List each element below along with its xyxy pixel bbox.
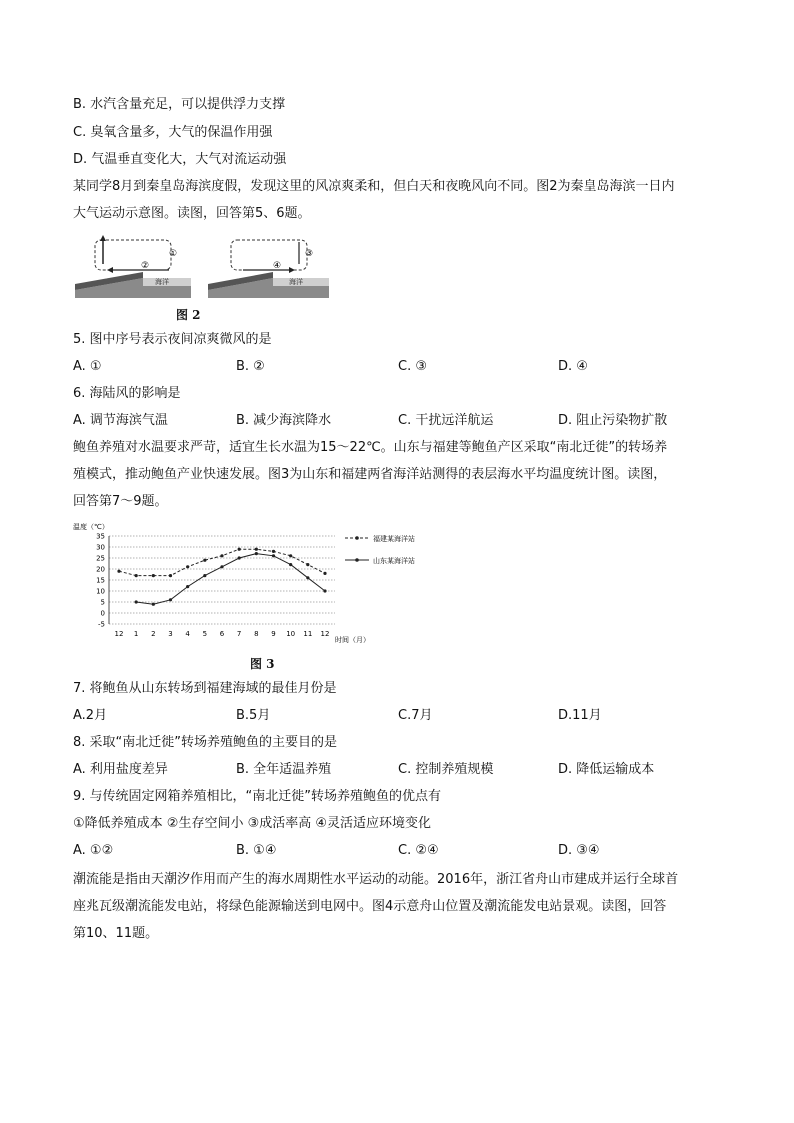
option-d: D. 气温垂直变化大，大气对流运动强 xyxy=(73,152,287,167)
x-tick-label: 6 xyxy=(219,630,225,638)
question-8-options xyxy=(73,761,733,779)
data-point xyxy=(186,585,189,588)
q5-option-c[interactable]: C. ③ xyxy=(398,359,427,374)
q9-option-b[interactable]: B. ①④ xyxy=(236,843,277,858)
q5-option-d[interactable]: D. ④ xyxy=(558,359,588,374)
data-point xyxy=(238,548,241,551)
question-9-items: ①降低养殖成本 ②生存空间小 ③成活率高 ④灵活适应环境变化 xyxy=(73,816,432,831)
legend-marker-fujian xyxy=(355,536,359,540)
data-point xyxy=(255,548,258,551)
data-point xyxy=(152,574,155,577)
question-7-options xyxy=(73,707,733,725)
q5-option-b[interactable]: B. ② xyxy=(236,359,265,374)
intro-paragraph-2: 鲍鱼养殖对水温要求严苛，适宜生长水温为15～22℃。山东与福建等鲍鱼产区采取“南北迁徙”的转场养 xyxy=(73,440,668,455)
option-c: C. 臭氧含量多，大气的保温作用强 xyxy=(73,125,273,140)
x-tick-label: 9 xyxy=(271,630,276,638)
figure-3-caption: 图 3 xyxy=(250,657,275,671)
q8-option-b[interactable]: B. 全年适温养殖 xyxy=(236,762,332,777)
intro-paragraph-3: 潮流能是指由天潮汐作用而产生的海水周期性水平运动的动能。2016年，浙江省舟山市建成并运行全球首 xyxy=(73,872,679,887)
q7-option-b[interactable]: B.5月 xyxy=(236,708,271,723)
q6-option-c[interactable]: C. 干扰远洋航运 xyxy=(398,413,494,428)
q7-option-d[interactable]: D.11月 xyxy=(558,708,602,723)
label-land-right: 陆地 xyxy=(225,272,239,280)
data-point xyxy=(169,598,172,601)
data-point xyxy=(306,563,309,566)
data-point xyxy=(203,559,206,562)
y-tick-label: 30 xyxy=(96,543,105,552)
label-2: ② xyxy=(141,261,150,271)
series-line-fujian xyxy=(119,549,325,575)
q8-option-c[interactable]: C. 控制养殖规模 xyxy=(398,762,494,777)
data-point xyxy=(255,552,258,555)
question-5-options xyxy=(73,358,733,376)
question-5: 5. 图中序号表示夜间凉爽微风的是 xyxy=(73,332,272,347)
y-axis-label: 温度（℃） xyxy=(73,523,109,531)
x-tick-label: 5 xyxy=(202,630,208,638)
x-tick-label: 1 xyxy=(133,630,139,638)
y-tick-label: 20 xyxy=(96,565,105,574)
q9-option-d[interactable]: D. ③④ xyxy=(558,843,600,858)
q9-option-a[interactable]: A. ①② xyxy=(73,843,114,858)
data-point xyxy=(289,554,292,557)
label-3: ③ xyxy=(305,249,314,259)
q8-option-a[interactable]: A. 利用盐度差异 xyxy=(73,762,168,777)
q8-option-d[interactable]: D. 降低运输成本 xyxy=(558,762,655,777)
label-4: ④ xyxy=(273,261,282,271)
data-point xyxy=(117,570,120,573)
q6-option-a[interactable]: A. 调节海滨气温 xyxy=(73,413,168,428)
y-tick-label: 5 xyxy=(100,598,105,607)
x-tick-label: 11 xyxy=(303,630,313,638)
q9-option-c[interactable]: C. ②④ xyxy=(398,843,439,858)
data-point xyxy=(169,574,172,577)
x-tick-label: 12 xyxy=(114,630,124,638)
question-6-options xyxy=(73,412,733,430)
y-tick-label: 25 xyxy=(96,554,105,563)
q5-option-a[interactable]: A. ① xyxy=(73,359,102,374)
data-point xyxy=(135,600,138,603)
data-point xyxy=(272,550,275,553)
y-tick-label: 15 xyxy=(96,576,105,585)
q6-option-b[interactable]: B. 减少海滨降水 xyxy=(236,413,332,428)
intro-paragraph-2-cont: 殖模式，推动鲍鱼产业快速发展。图3为山东和福建两省海洋站测得的表层海水平均温度统计图。读图， xyxy=(73,467,667,482)
x-tick-label: 2 xyxy=(151,630,156,638)
data-point xyxy=(220,554,223,557)
q7-option-a[interactable]: A.2月 xyxy=(73,708,108,723)
y-tick-label: 10 xyxy=(96,587,105,596)
question-6: 6. 海陆风的影响是 xyxy=(73,386,181,401)
label-land-left: 陆地 xyxy=(93,272,107,280)
data-point xyxy=(203,574,206,577)
data-point xyxy=(272,554,275,557)
y-tick-label: 0 xyxy=(100,609,105,618)
label-sea-right: 海洋 xyxy=(289,278,303,286)
label-1: ① xyxy=(169,249,178,259)
figure-3-chart xyxy=(73,520,453,650)
x-axis-label: 时间（月） xyxy=(335,636,370,644)
intro-paragraph-2-end: 回答第7～9题。 xyxy=(73,494,168,509)
y-tick-label: -5 xyxy=(98,620,105,629)
q6-option-d[interactable]: D. 阻止污染物扩散 xyxy=(558,413,668,428)
data-point xyxy=(289,563,292,566)
intro-paragraph-3-end: 第10、11题。 xyxy=(73,926,159,941)
intro-paragraph-1-cont: 大气运动示意图。读图，回答第5、6题。 xyxy=(73,206,311,221)
legend-label-shandong: 山东某海洋站 xyxy=(373,557,415,565)
series-line-shandong xyxy=(136,554,325,605)
night-breeze-panel xyxy=(208,240,329,298)
question-9-options xyxy=(73,842,733,860)
data-point xyxy=(135,574,138,577)
label-sea-left: 海洋 xyxy=(155,278,169,286)
figure-2-diagram xyxy=(73,232,353,302)
legend-label-fujian: 福建某海洋站 xyxy=(373,535,415,543)
legend-marker-shandong xyxy=(355,558,359,562)
x-tick-label: 7 xyxy=(236,630,242,638)
x-tick-label: 8 xyxy=(254,630,259,638)
day-breeze-panel xyxy=(75,235,191,298)
data-point xyxy=(306,576,309,579)
question-9: 9. 与传统固定网箱养殖相比，“南北迁徙”转场养殖鲍鱼的优点有 xyxy=(73,789,442,804)
intro-paragraph-1: 某同学8月到秦皇岛海滨度假，发现这里的风凉爽柔和，但白天和夜晚风向不同。图2为秦皇岛海滨一日内 xyxy=(73,179,675,194)
x-tick-label: 10 xyxy=(286,630,296,638)
question-8: 8. 采取“南北迁徙”转场养殖鲍鱼的主要目的是 xyxy=(73,735,338,750)
data-point xyxy=(186,565,189,568)
intro-paragraph-3-cont: 座兆瓦级潮流能发电站，将绿色能源输送到电网中。图4示意舟山位置及潮流能发电站景观。读图，回答 xyxy=(73,899,667,914)
data-point xyxy=(152,603,155,606)
option-b: B. 水汽含量充足，可以提供浮力支撑 xyxy=(73,97,286,112)
data-point xyxy=(323,589,326,592)
x-tick-label: 12 xyxy=(320,630,330,638)
y-tick-label: 35 xyxy=(96,532,105,541)
question-7: 7. 将鲍鱼从山东转场到福建海域的最佳月份是 xyxy=(73,681,337,696)
data-point xyxy=(238,556,241,559)
data-point xyxy=(323,572,326,575)
x-tick-label: 4 xyxy=(185,630,190,638)
q7-option-c[interactable]: C.7月 xyxy=(398,708,433,723)
x-tick-label: 3 xyxy=(168,630,173,638)
figure-2-caption: 图 2 xyxy=(176,308,201,322)
data-point xyxy=(220,565,223,568)
